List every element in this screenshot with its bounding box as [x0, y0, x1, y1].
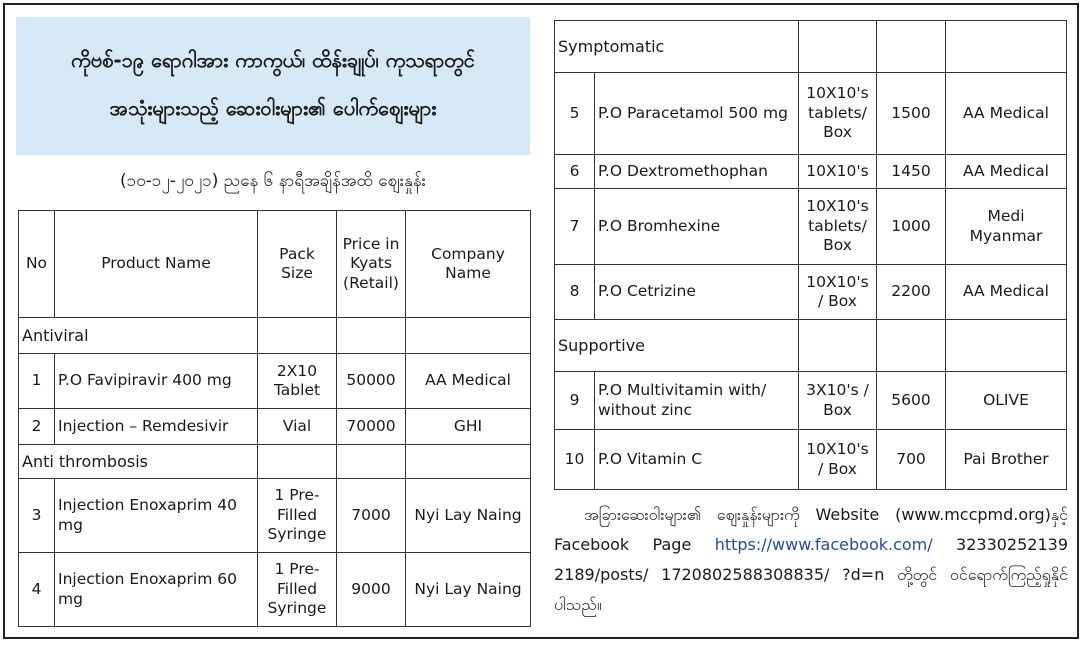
- price-table-left: [18, 210, 531, 627]
- row-company: OLIVE: [946, 372, 1067, 430]
- row-product: P.O Cetrizine: [595, 265, 799, 320]
- row-no: 4: [19, 553, 55, 627]
- table-row: [19, 354, 531, 409]
- row-pack: 10X10's tablets/ Box: [799, 189, 877, 265]
- row-company: AA Medical: [946, 73, 1067, 155]
- row-pack: 10X10's tablets/ Box: [799, 73, 877, 155]
- row-price: 700: [877, 430, 946, 490]
- row-product: P.O Paracetamol 500 mg: [595, 73, 799, 155]
- row-pack: 2X10 Tablet: [258, 354, 337, 409]
- row-no: 7: [555, 189, 595, 265]
- row-price: 9000: [337, 553, 406, 627]
- row-pack: 3X10's / Box: [799, 372, 877, 430]
- table-row: [555, 73, 1067, 155]
- row-product: P.O Favipiravir 400 mg: [55, 354, 258, 409]
- row-price: 2200: [877, 265, 946, 320]
- section-row-antiviral: [19, 318, 531, 354]
- row-no: 8: [555, 265, 595, 320]
- section-label-anti-thrombosis: Anti thrombosis: [19, 445, 258, 479]
- row-price: 1000: [877, 189, 946, 265]
- section-row-symptomatic: [555, 21, 1067, 73]
- row-price: 50000: [337, 354, 406, 409]
- section-row-anti-thrombosis: [19, 445, 531, 479]
- title-line-1: ကိုဗစ်-၁၉ ရောဂါအား ကာကွယ်၊ ထိန်းချုပ်၊ ကုသရာတွင်: [71, 48, 475, 72]
- header-no: No: [19, 211, 55, 318]
- row-product: Injection – Remdesivir: [55, 409, 258, 445]
- row-price: 70000: [337, 409, 406, 445]
- table-row: [555, 265, 1067, 320]
- row-pack: 1 Pre-Filled Syringe: [258, 553, 337, 627]
- table-row: [555, 372, 1067, 430]
- table-row: [19, 409, 531, 445]
- table-row: [19, 479, 531, 553]
- section-label-supportive: Supportive: [555, 320, 799, 372]
- row-company: Nyi Lay Naing: [406, 553, 531, 627]
- row-product: P.O Bromhexine: [595, 189, 799, 265]
- row-pack: Vial: [258, 409, 337, 445]
- section-label-symptomatic: Symptomatic: [555, 21, 799, 73]
- table-row: [555, 155, 1067, 189]
- header-price: Price in Kyats (Retail): [337, 211, 406, 318]
- section-row-supportive: [555, 320, 1067, 372]
- row-no: 10: [555, 430, 595, 490]
- row-no: 9: [555, 372, 595, 430]
- row-company: Nyi Lay Naing: [406, 479, 531, 553]
- table-row: [555, 430, 1067, 490]
- row-product: Injection Enoxaprim 40 mg: [55, 479, 258, 553]
- row-product: P.O Multivitamin with/ without zinc: [595, 372, 799, 430]
- row-product: P.O Dextromethophan: [595, 155, 799, 189]
- table-row: [555, 189, 1067, 265]
- row-company: Pai Brother: [946, 430, 1067, 490]
- price-date-subtitle: (၁၀-၁၂-၂၀၂၁) ညနေ ၆ နာရီအချိန်အထိ စျေးနှုန်း: [120, 171, 426, 191]
- title-line-2: အသုံးများသည့် ဆေးဝါးများ၏ ပေါက်စျေးများ: [109, 96, 437, 120]
- row-company: AA Medical: [946, 155, 1067, 189]
- row-no: 6: [555, 155, 595, 189]
- row-price: 1500: [877, 73, 946, 155]
- facebook-link[interactable]: https://www.facebook.com/: [714, 535, 933, 554]
- row-no: 5: [555, 73, 595, 155]
- section-label-antiviral: Antiviral: [19, 318, 258, 354]
- row-price: 7000: [337, 479, 406, 553]
- row-product: P.O Vitamin C: [595, 430, 799, 490]
- row-pack: 10X10's: [799, 155, 877, 189]
- row-company: AA Medical: [946, 265, 1067, 320]
- row-no: 1: [19, 354, 55, 409]
- header-product-name: Product Name: [55, 211, 258, 318]
- row-company: GHI: [406, 409, 531, 445]
- row-company: Medi Myanmar: [946, 189, 1067, 265]
- footer-note: [554, 500, 1068, 620]
- row-no: 3: [19, 479, 55, 553]
- table-header-row: [19, 211, 531, 318]
- title-box: [16, 17, 530, 155]
- row-price: 5600: [877, 372, 946, 430]
- price-table-right: [554, 20, 1067, 490]
- header-company-name: Company Name: [406, 211, 531, 318]
- footer-text-after: 32330252139 2189/posts/ 1720802588308835/ ?d=n တို့တွင် ဝင်ရောက်ကြည့်ရှုနိုင်ပါသည်။: [554, 535, 1069, 614]
- table-row: [19, 553, 531, 627]
- row-product: Injection Enoxaprim 60 mg: [55, 553, 258, 627]
- row-pack: 10X10's / Box: [799, 265, 877, 320]
- row-pack: 10X10's / Box: [799, 430, 877, 490]
- row-price: 1450: [877, 155, 946, 189]
- header-pack-size: Pack Size: [258, 211, 337, 318]
- footer-text-before: အခြားဆေးဝါးများ၏ စျေးနှုန်းများကို Website (www.mccpmd.org)နှင့် Facebook Page: [554, 505, 1068, 554]
- row-company: AA Medical: [406, 354, 531, 409]
- row-pack: 1 Pre-Filled Syringe: [258, 479, 337, 553]
- row-no: 2: [19, 409, 55, 445]
